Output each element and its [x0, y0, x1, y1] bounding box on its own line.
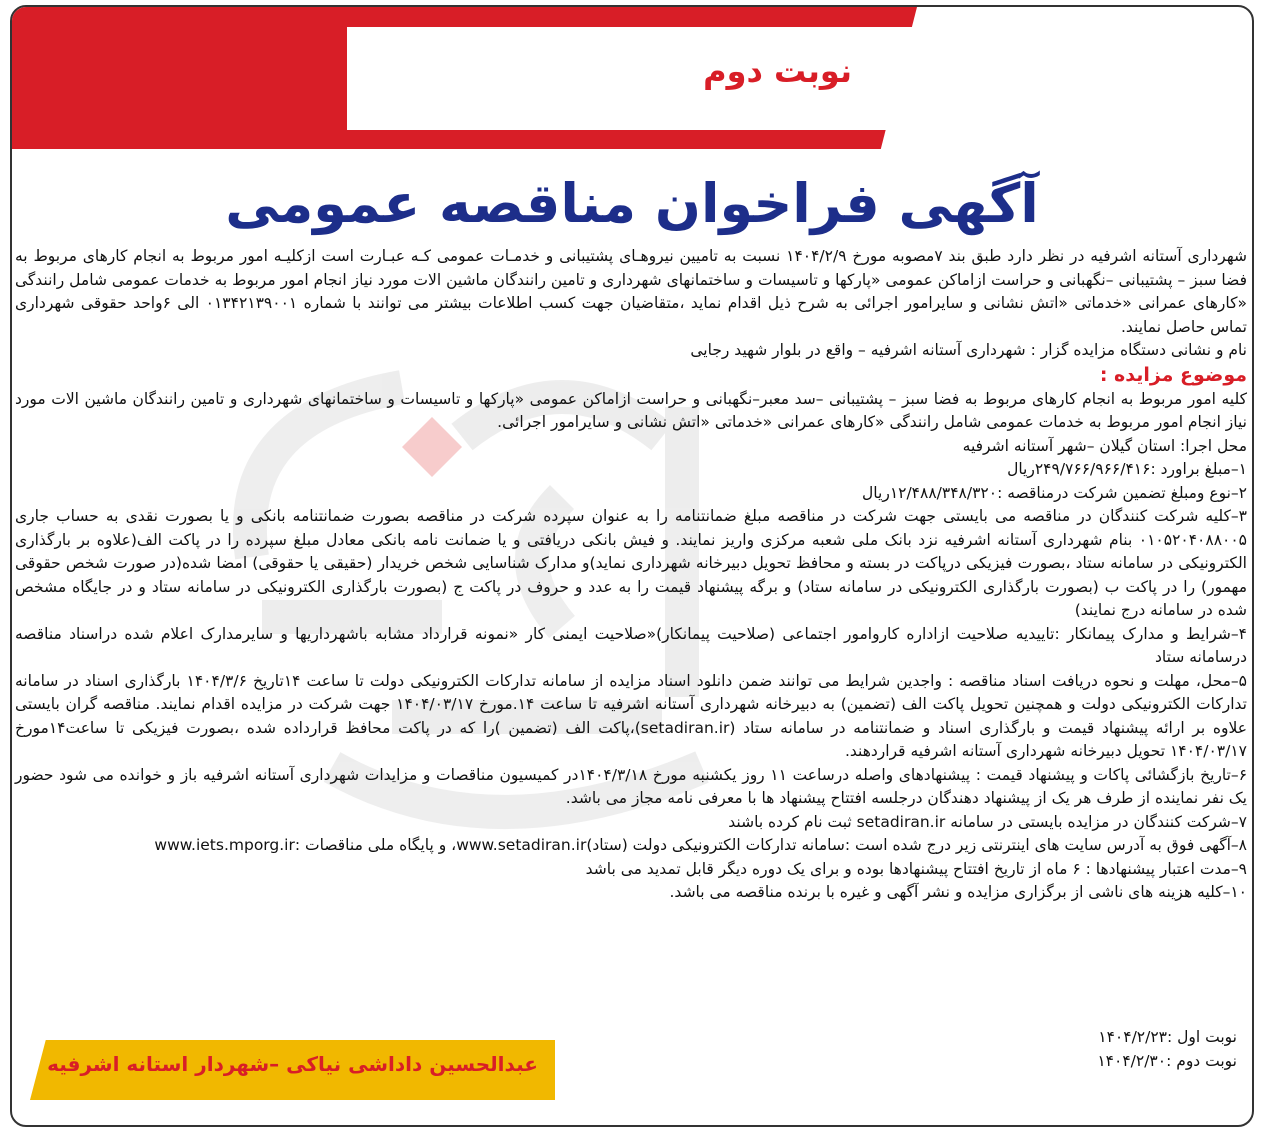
item-deposit: ۳–کلیه شرکت کنندگان در مناقصه می بایستی جهت شرکت در مناقصه مبلغ ضمانتنامه را به عنوان سپرده شرکت در مناقصه بصورت ضمانتنامه بانکی و یا بصورت نقدی به حساب جاری ۰۱۰۵۲۰۴۰۸۸۰۰۵ بنام شهرداری آستانه اشرفیه نزد بانک ملی شعبه مرکزی واریز نمایند. و فیش بانکی دریافتی و یا ضمانت نامه بانکی معادل مبلغ سپرده را در پاکت الف(علاوه بر بارگذاری الکترونیکی در سامانه ستاد ،بصورت فیزیکی درپاکت در بسته و محافظ تحویل دبیرخانه شهرداری نماید)و مدارک شناسایی شخص خریدار (حقیقی یا حقوقی) امضا شده(در صورت شخص حقوقی مهمور) را در پاکت ب (بصورت بارگذاری الکترونیکی در سامانه ستاد) و برگه پیشنهاد قیمت را به عدد و حروف در پاکت ج (بصورت بارگذاری الکترونیکی در سامانه ستاد و در جایگاه مشخص شده در سامانه درج نمایند) — [15, 507, 1247, 619]
signature-text: عبدالحسین داداشی نیاکی –شهردار استانه اشرفیه — [47, 1052, 538, 1076]
item-websites: ۸–آگهی فوق به آدرس سایت های اینترنتی زیر درج شده است :سامانه تدارکات الکترونیکی دولت (ستاد)www.setadiran.ir، و پایگاه ملی مناقصات :www.iets.mporg.ir — [154, 836, 1247, 854]
intro-paragraph: شهرداری آستانه اشرفیه در نظر دارد طبق بند ۷مصوبه مورخ ۱۴۰۴/۲/۹ نسبت به تامیین نیروهـای پشتیبانی و خدمـات عمومی کـه عبـارت است ازکلیـه امور مربوط به انجام کارهای مربوط به فضا سبز – پشتیبانی –نگهبانی و حراست ازاماکن عمومی «پارکها و تاسیسات و ساختمانهای شهرداری و تامین رانندگان ماشین الات مورد نیاز انجام امور مربوط به خدمات عمومی شامل رانندگی «کارهای عمرانی «خدماتی «اتش نشانی و سایرامور اجرائی به شرح ذیل اقدام نماید ،متقاضیان جهت کسب اطلاعات بیشتر می توانند با شماره ۰۱۳۴۲۱۳۹۰۰۱ الی ۶واحد حقوقی شهرداری تماس حاصل نمایند. — [15, 247, 1247, 336]
item-validity: ۹–مدت اعتبار پیشنهادها : ۶ ماه از تاریخ افتتاح پیشنهادها بوده و برای یک دوره دیگر قابل تمدید می باشد — [585, 859, 1247, 878]
item-registration: ۷–شرکت کنندگان در مزایده بایستی در سامانه setadiran.ir ثبت نام کرده باشند — [728, 812, 1247, 831]
item-costs: ۱۰–کلیه هزینه های ناشی از برگزاری مزایده و نشر آگهی و غیره با برنده مناقصه می باشد. — [669, 883, 1247, 901]
subject-paragraph: کلیه امور مربوط به انجام کارهای مربوط به فضا سبز – پشتیبانی –سد معبر–نگهبانی و حراست ازاماکن عمومی «پارکها و تاسیسات و ساختمانهای شهرداری و تامین رانندگان ماشین الات مورد نیاز انجام امور مربوط به خدمات عمومی شامل رانندگی «کارهای عمرانی «خدماتی «اتش نشانی و سایرامور اجرائی. — [15, 389, 1247, 431]
item-requirements: ۴–شرایط و مدارک پیمانکار :تاییدیه صلاحیت ازاداره کاروامور اجتماعی (صلاحیت پیمانکار)«صلاحیت ایمنی کار «نمونه قرارداد مشابه باشهرداریها و سایرمدارک اعلام شده دراسناد مناقصه درسامانه ستاد — [15, 624, 1247, 666]
item-estimate: ۱–مبلغ براورد :۲۴۹/۷۶۶/۹۶۶/۴۱۶ریال — [1007, 460, 1247, 478]
page-title: آگهی فراخوان مناقصه عمومی — [225, 172, 1039, 235]
publication-dates — [1097, 1025, 1237, 1073]
organizer-line: نام و نشانی دستگاه مزایده گزار : شهرداری آستانه اشرفیه – واقع در بلوار شهید رجایی — [690, 341, 1247, 359]
item-opening: ۶–تاریخ بازگشائی پاکات و پیشنهاد قیمت : پیشنهادهای واصله درساعت ۱۱ روز یکشنبه مورخ ۱۴۰۴/۳/۱۸در کمیسیون مناقصات و مزایدات شهرداری آستانه اشرفیه باز و خوانده می شود حضور یک نفر نماینده از طرف هر یک از پیشنهاد دهندگان درجلسه افتتاح پیشنهاد ها با معرفی نامه مجاز می باشد. — [15, 765, 1248, 807]
second-round-date: نوبت دوم :۱۴۰۴/۲/۳۰ — [1097, 1052, 1237, 1070]
first-round-date: نوبت اول :۱۴۰۴/۲/۲۳ — [1098, 1028, 1237, 1046]
notice-body — [15, 245, 1247, 905]
location-line: محل اجرا: استان گیلان –شهر آستانه اشرفیه — [962, 436, 1247, 455]
item-guarantee: ۲–نوع ومبلغ تضمین شرکت درمناقصه :۱۲/۴۸۸/۳۴۸/۳۲۰ریال — [862, 483, 1247, 502]
item-documents: ۵–محل، مهلت و نحوه دریافت اسناد مناقصه : واجدین شرایط می توانند ضمن دانلود اسناد مزایده از سامانه تدارکات الکترونیکی دولت تا ساعت ۱۴تاریخ ۱۴۰۴/۳/۶ بارگذاری اسناد در سامانه تدارکات الکترونیکی دولت و همچنین تحویل پاکت الف (تضمین) به دبیرخانه شهرداری آستانه اشرفیه تا ساعت ۱۴.مورخ ۱۴۰۴/۰۳/۱۷ جهت شرکت در مزایده اقدام نمایند. مناقصه گران بایستی علاوه بر ارائه پیشنهاد قیمت و بارگذاری اسناد و ضمانتنامه در سامانه ستاد (setadiran.ir)،پاکت الف (تضمین )را که در پاکت محافظ قرارداده شده ،بصورت فیزیکی تا ساعت۱۴مورخ ۱۴۰۴/۰۳/۱۷ تحویل دبیرخانه شهرداری آستانه اشرفیه قراردهند. — [15, 671, 1247, 760]
subject-heading: موضوع مزایده : — [1099, 363, 1247, 386]
round-label: نوبت دوم — [703, 52, 852, 90]
